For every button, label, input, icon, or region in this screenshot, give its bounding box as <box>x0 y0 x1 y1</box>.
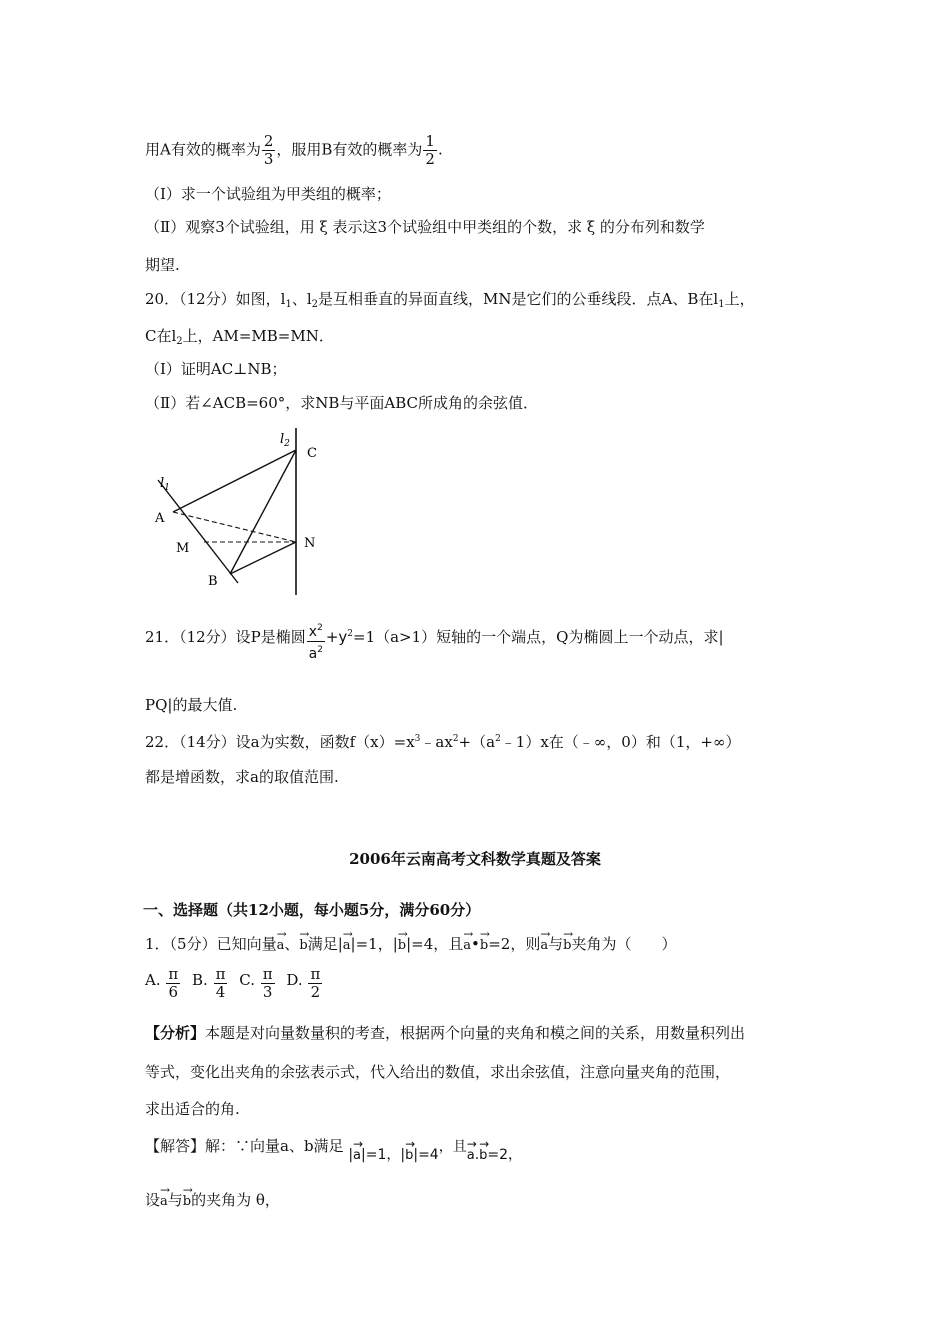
option-b: B. $\frac{\pi}{4}$ <box>192 965 226 1001</box>
q22-line-1: 22．（14分）设a为实数，函数$f(x)=x^3﹣ax^2+(a^2﹣1)x$在（﹣∞，0）和（1，+∞） <box>145 733 741 751</box>
q20-line-2: C在$l_2$上，AM=MB=MN． <box>145 327 334 347</box>
segment-BC <box>230 450 296 574</box>
q20-part-2: （Ⅱ）若∠ACB=60°，求NB与平面ABC所成角的余弦值． <box>145 394 539 412</box>
analysis-line-1: 【分析】本题是对向量数量积的考查，根据两个向量的夹角和模之间的关系，用数量积列出 <box>145 1024 746 1042</box>
prob-line-1: 用A有效的概率为 $\frac{2}{3}$ ，服用B有效的概率为 $\frac{1}{2}$ . <box>145 132 443 168</box>
geometry-figure <box>140 425 340 600</box>
q21-line-1: 21．（12分）设P是椭圆 $\frac{x^2}{a^2}$ $+y^2=1(a>1)$短轴的一个端点，Q为椭圆上一个动点，求| <box>145 620 724 663</box>
q1-line-1: 1．（5分）已知向量→ a、→ b满足|→ a|=1，|→ b|=4，且→ a•→ b=2，则→ a与→ b夹角为（ ） <box>145 932 676 956</box>
solution-line-1: 【解答】解：∵向量a、b满足 |→ a|=1，|→ b|=4，且→ a.→ b=2， <box>145 1134 522 1158</box>
prob-part-1: （Ⅰ）求一个试验组为甲类组的概率； <box>145 185 391 203</box>
q20-part-1: （Ⅰ）证明AC⊥NB； <box>145 360 287 378</box>
section-header: 一、选择题（共12小题，每小题5分，满分60分） <box>143 901 481 919</box>
prob-part-2-cont: 期望. <box>145 256 180 274</box>
option-c: C. $\frac{\pi}{3}$ <box>239 965 273 1001</box>
option-d: D. $\frac{\pi}{2}$ <box>286 965 321 1001</box>
label-B: B <box>208 574 218 589</box>
analysis-line-3: 求出适合的角. <box>145 1100 240 1118</box>
q22-line-2: 都是增函数，求a的取值范围. <box>145 768 339 786</box>
q20-line-1: 20．（12分）如图，$l_1$、$l_2$是互相垂直的异面直线，MN是它们的公垂线段．点A、B在$l_1$上， <box>145 290 755 310</box>
q21-line-2: PQ|的最大值. <box>145 696 238 714</box>
label-C: C <box>307 446 317 461</box>
fraction-x2-a2: $\frac{x^2}{a^2}$ <box>307 620 325 663</box>
segment-AN <box>173 512 296 542</box>
label-N: N <box>304 536 316 551</box>
prob-part-2: （Ⅱ）观察3个试验组，用 ξ 表示这3个试验组中甲类组的个数，求 ξ 的分布列和数学 <box>145 218 705 236</box>
solution-formula: |→ a|=1，|→ b|=4，且→ a.→ b=2， <box>348 1147 522 1163</box>
fraction-two-thirds: $\frac{2}{3}$ <box>263 132 274 168</box>
fraction-one-half: $\frac{1}{2}$ <box>425 132 435 168</box>
segment-BN <box>230 542 296 574</box>
analysis-line-2: 等式，变化出夹角的余弦表示式，代入给出的数值，求出余弦值，注意向量夹角的范围， <box>145 1063 731 1081</box>
line-l1 <box>158 480 238 583</box>
label-A: A <box>155 511 165 526</box>
option-a: A. $\frac{\pi}{6}$ <box>145 965 179 1001</box>
label-l2: $l_2$ <box>280 432 290 449</box>
label-M: M <box>176 541 190 556</box>
q1-options <box>145 966 329 1001</box>
label-l1: $l_1$ <box>160 476 170 493</box>
segment-AC <box>173 450 296 512</box>
doc-title: 2006年云南高考文科数学真题及答案 <box>349 850 601 868</box>
solution-line-2: 设→ a与→ b的夹角为 θ， <box>145 1188 280 1212</box>
